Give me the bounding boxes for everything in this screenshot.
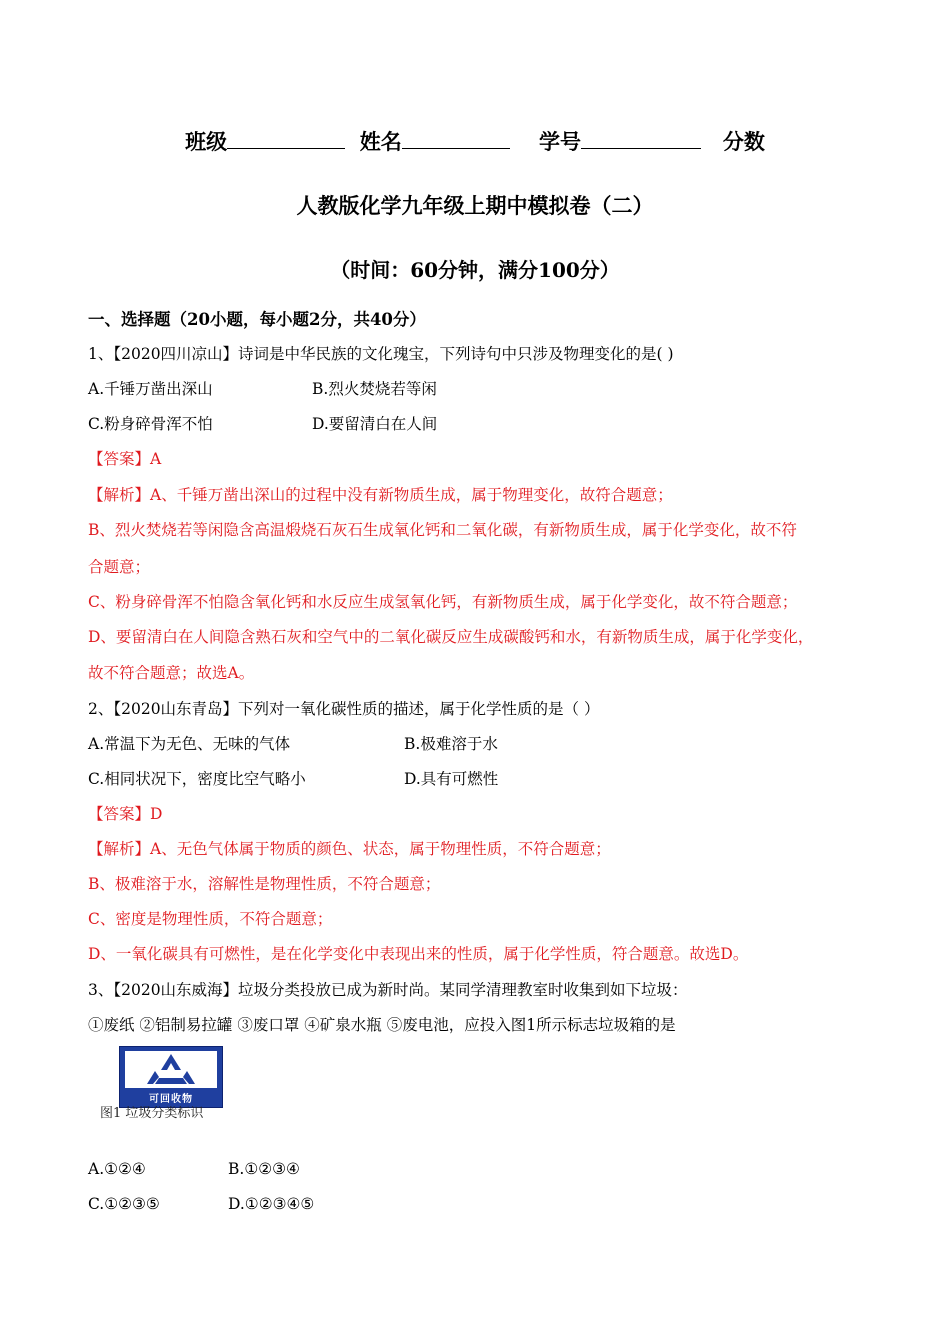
- q3-option-a: A.①②④: [88, 1160, 146, 1178]
- q1-analysis-line: 【解析】A、千锤万凿出深山的过程中没有新物质生成，属于物理变化，故符合题意；: [88, 486, 673, 504]
- q2-stem: 2、【2020山东青岛】下列对一氧化碳性质的描述，属于化学性质的是（ ）: [88, 700, 600, 718]
- q2-answer: 【答案】D: [88, 805, 163, 823]
- figure-caption: 图1 垃圾分类标识: [100, 1106, 204, 1119]
- recycle-sign-label: 可回收物: [149, 1094, 193, 1105]
- q2-analysis-line: D、一氧化碳具有可燃性，是在化学变化中表现出来的性质，属于化学性质，符合题意。故选D。: [88, 945, 749, 963]
- student-id-blank: [581, 126, 701, 149]
- class-blank: [227, 126, 345, 149]
- q1-analysis-line: B、烈火焚烧若等闲隐含高温煅烧石灰石生成氧化钙和二氧化碳，有新物质生成，属于化学变化，故不符: [88, 521, 797, 539]
- class-label: 班级: [185, 129, 228, 154]
- exam-subtitle: （时间：60分钟，满分100分）: [330, 258, 620, 282]
- name-label: 姓名: [359, 129, 402, 154]
- q1-stem: 1、【2020四川凉山】诗词是中华民族的文化瑰宝，下列诗句中只涉及物理变化的是( ): [88, 345, 674, 363]
- section-heading: 一、选择题（20小题，每小题2分，共40分）: [88, 310, 426, 329]
- q1-option-b: B.烈火焚烧若等闲: [312, 380, 437, 398]
- q2-option-c: C.相同状况下，密度比空气略小: [88, 770, 306, 788]
- q3-items: ①废纸 ②铝制易拉罐 ③废口罩 ④矿泉水瓶 ⑤废电池，应投入图1所示标志垃圾箱的是: [88, 1016, 676, 1034]
- recycle-icon: [125, 1051, 217, 1088]
- q1-option-c: C.粉身碎骨浑不怕: [88, 415, 213, 433]
- name-blank: [402, 126, 510, 149]
- student-id-label: 学号: [538, 129, 581, 154]
- q1-answer: 【答案】A: [88, 450, 162, 468]
- student-info-line: [0, 126, 950, 156]
- q2-analysis-line: 【解析】A、无色气体属于物质的颜色、状态，属于物理性质，不符合题意；: [88, 840, 611, 858]
- q2-option-d: D.具有可燃性: [404, 770, 499, 788]
- q2-option-b: B.极难溶于水: [404, 735, 498, 753]
- q2-analysis-line: B、极难溶于水，溶解性是物理性质，不符合题意；: [88, 875, 441, 893]
- q2-option-a: A.常温下为无色、无味的气体: [88, 735, 291, 753]
- q3-option-d: D.①②③④⑤: [228, 1195, 315, 1213]
- exam-title: 人教版化学九年级上期中模拟卷（二）: [296, 193, 654, 218]
- q1-analysis-line: C、粉身碎骨浑不怕隐含氧化钙和水反应生成氢氧化钙，有新物质生成，属于化学变化，故不符合题意；: [88, 593, 798, 611]
- q1-analysis-line: 故不符合题意；故选A。: [88, 664, 255, 682]
- q3-option-c: C.①②③⑤: [88, 1195, 160, 1213]
- q1-option-d: D.要留清白在人间: [312, 415, 438, 433]
- q1-option-a: A.千锤万凿出深山: [88, 380, 213, 398]
- q2-analysis-line: C、密度是物理性质，不符合题意；: [88, 910, 333, 928]
- q3-stem: 3、【2020山东威海】垃圾分类投放已成为新时尚。某同学清理教室时收集到如下垃圾：: [88, 981, 688, 999]
- q1-analysis-line: 合题意；: [88, 558, 151, 576]
- recycle-panel: [125, 1051, 217, 1088]
- recycling-sign-figure: [119, 1046, 223, 1108]
- q3-option-b: B.①②③④: [228, 1160, 300, 1178]
- score-label: 分数: [722, 129, 765, 154]
- q1-analysis-line: D、要留清白在人间隐含熟石灰和空气中的二氧化碳反应生成碳酸钙和水，有新物质生成，属于化学变化，: [88, 628, 814, 646]
